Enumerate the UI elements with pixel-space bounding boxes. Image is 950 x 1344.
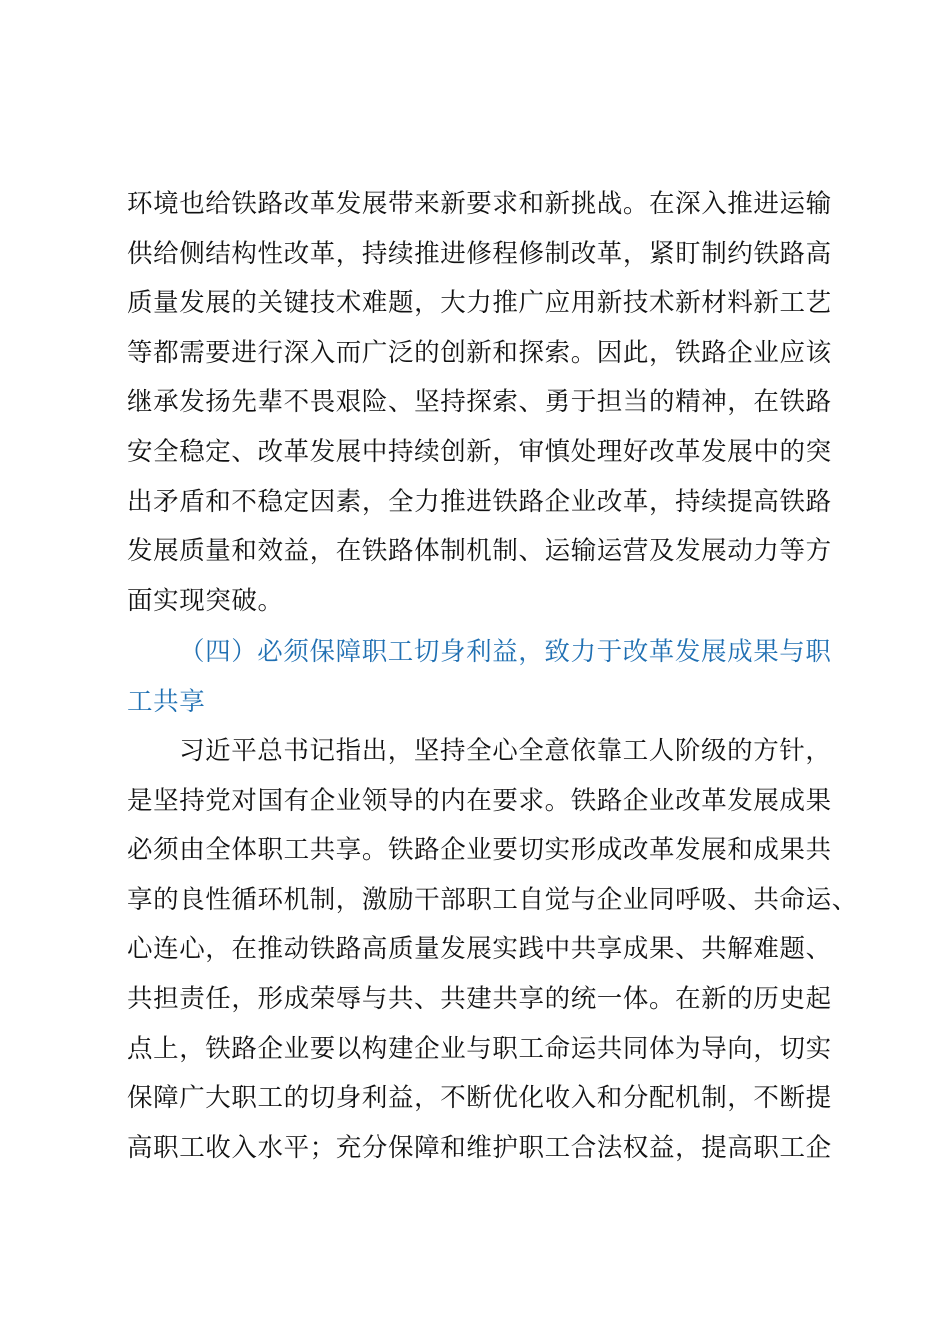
text-line: 供给侧结构性改革，持续推进修程修制改革，紧盯制约铁路高 bbox=[127, 238, 832, 269]
text-line: 发展质量和效益，在铁路体制机制、运输运营及发展动力等方 bbox=[127, 536, 832, 567]
text-line: 继承发扬先辈不畏艰险、坚持探索、勇于担当的精神，在铁路 bbox=[127, 387, 832, 418]
text-line: 等都需要进行深入而广泛的创新和探索。因此，铁路企业应该 bbox=[127, 337, 832, 368]
heading-line: （四）必须保障职工切身利益，致力于改革发展成果与职 bbox=[179, 637, 832, 667]
text-line: 是坚持党对国有企业领导的内在要求。铁路企业改革发展成果 bbox=[127, 785, 832, 816]
body-paragraph-continuation bbox=[127, 180, 847, 626]
text-line: 必须由全体职工共享。铁路企业要切实形成改革发展和成果共 bbox=[127, 835, 832, 866]
body-paragraph bbox=[127, 727, 858, 1173]
section-heading bbox=[127, 628, 847, 727]
text-line: 出矛盾和不稳定因素，全力推进铁路企业改革，持续提高铁路 bbox=[127, 486, 832, 517]
text-line: 高职工收入水平；充分保障和维护职工合法权益，提高职工企 bbox=[127, 1132, 832, 1163]
heading-line: 工共享 bbox=[127, 686, 206, 717]
text-line: 享的良性循环机制，激励干部职工自觉与企业同呼吸、共命运、 bbox=[127, 884, 858, 915]
text-line: 保障广大职工的切身利益，不断优化收入和分配机制，不断提 bbox=[127, 1083, 832, 1114]
text-line: 安全稳定、改革发展中持续创新，审慎处理好改革发展中的突 bbox=[127, 436, 832, 467]
text-line: 心连心，在推动铁路高质量发展实践中共享成果、共解难题、 bbox=[127, 934, 832, 965]
text-line: 质量发展的关键技术难题，大力推广应用新技术新材料新工艺 bbox=[127, 288, 832, 319]
text-line: 面实现突破。 bbox=[127, 585, 284, 616]
text-line: 习近平总书记指出，坚持全心全意依靠工人阶级的方针， bbox=[179, 736, 832, 766]
text-line: 共担责任，形成荣辱与共、共建共享的统一体。在新的历史起 bbox=[127, 983, 832, 1014]
text-line: 点上，铁路企业要以构建企业与职工命运共同体为导向，切实 bbox=[127, 1033, 832, 1064]
text-line: 环境也给铁路改革发展带来新要求和新挑战。在深入推进运输 bbox=[127, 189, 832, 219]
